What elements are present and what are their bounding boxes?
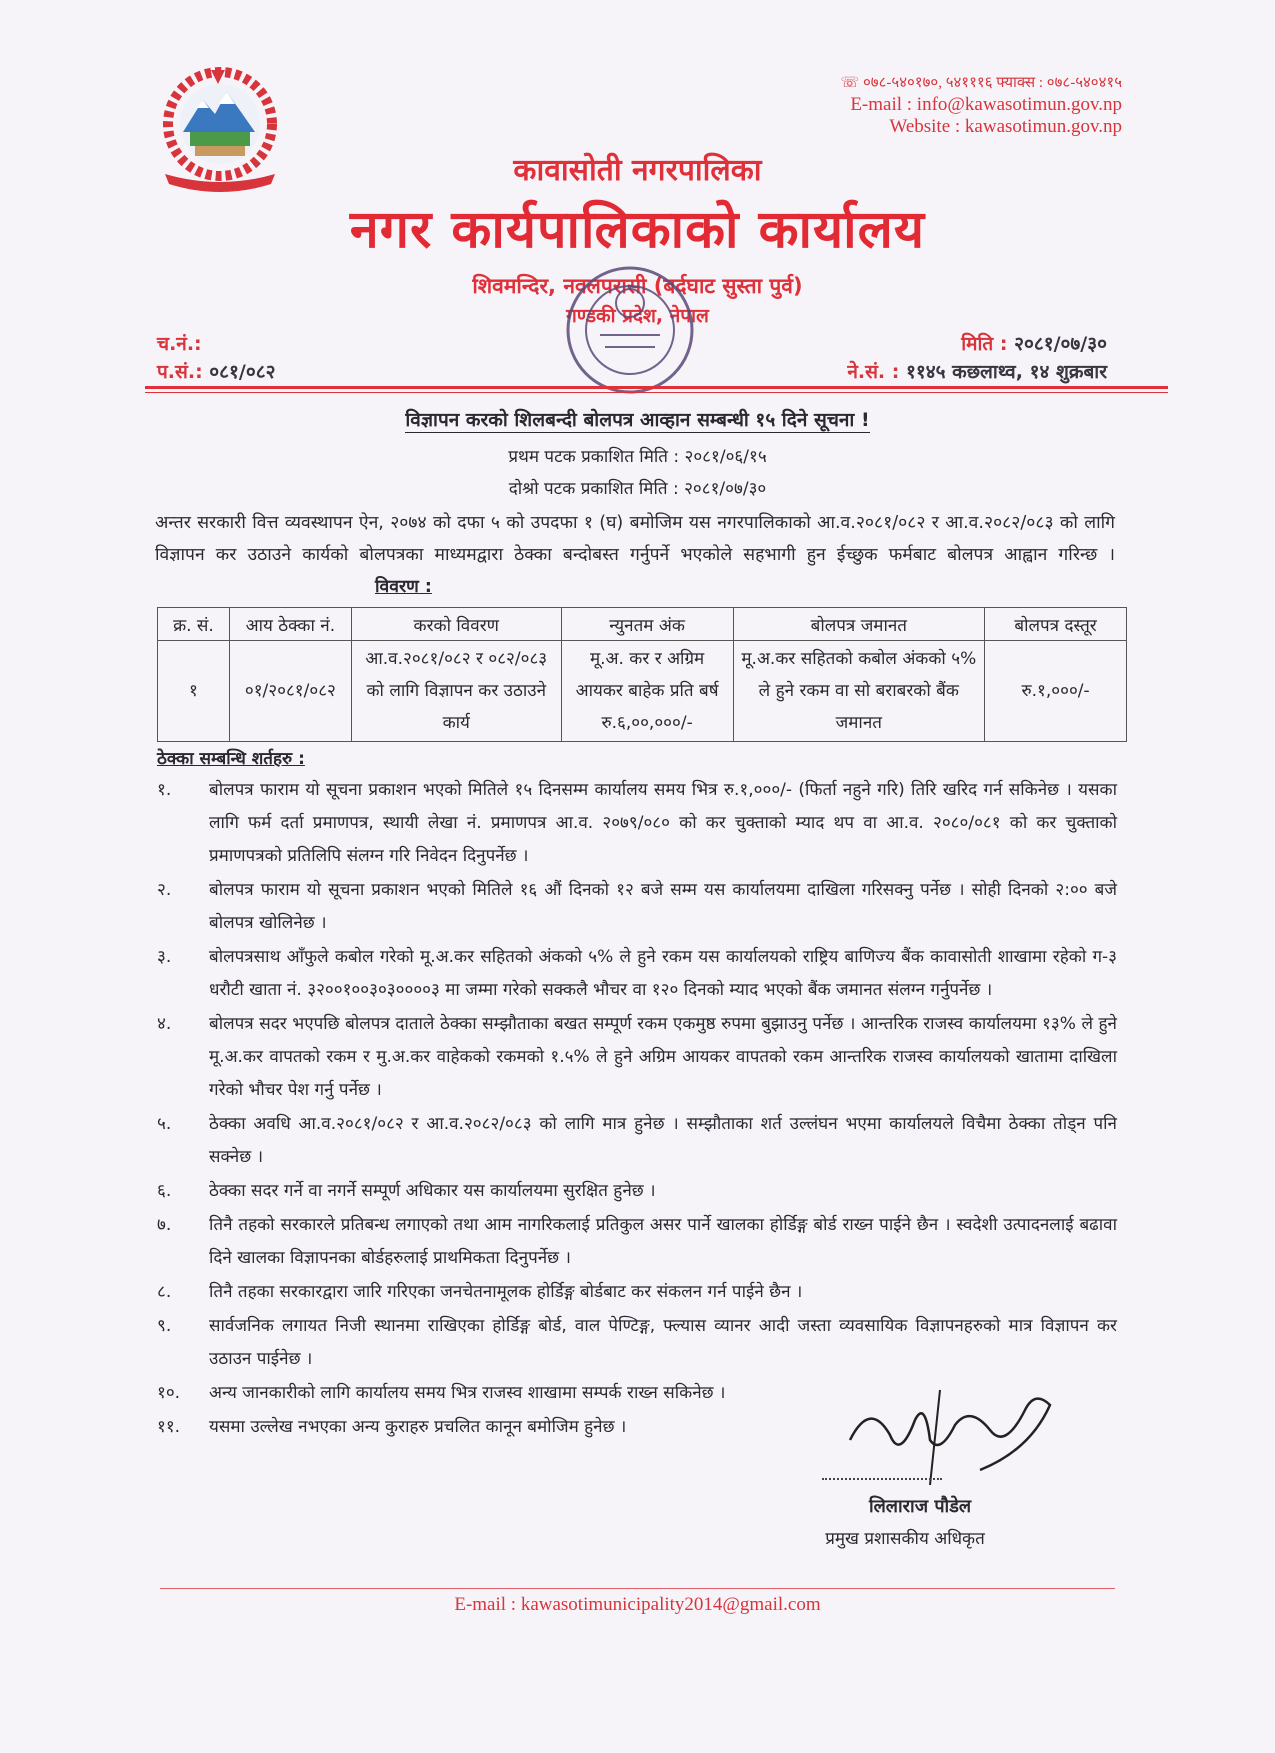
conditions-list <box>157 774 1117 1445</box>
condition-number: ४. <box>157 1014 172 1034</box>
condition-text: ठेक्का सदर गर्ने वा नगर्ने सम्पूर्ण अधिकार यस कार्यालयमा सुरक्षित हुनेछ । <box>209 1181 656 1201</box>
ps-label: प.सं.: <box>157 361 203 383</box>
website-line: Website : kawasotimun.gov.np <box>889 116 1122 137</box>
col-fee: बोलपत्र दस्तूर <box>985 608 1127 641</box>
col-sn: क्र. सं. <box>158 608 230 641</box>
cell-min-amount: मू.अ. कर र अग्रिम आयकर बाहेक प्रति बर्ष रु.६,००,०००/- <box>561 641 733 742</box>
footer-email: E-mail : kawasotimunicipality2014@gmail.com <box>454 1594 821 1615</box>
condition-number: ३. <box>157 947 172 967</box>
condition-number: ७. <box>157 1215 172 1235</box>
office-province: गण्डकी प्रदेश, नेपाल <box>566 305 709 327</box>
date-value: २०८१/०७/३० <box>1014 333 1107 355</box>
ns-value: ११४५ कछलाथ्व, १४ शुक्रबार <box>905 361 1107 383</box>
condition-text: बोलपत्र सदर भएपछि बोलपत्र दाताले ठेक्का सम्झौताका बखत सम्पूर्ण रकम एकमुष्ठ रुपमा बुझाउनु पर्नेछ । आन्तरिक राजस्व कार्यालयमा १३% ले हुने मू.अ.कर वापतको रकम र मु.अ.कर वाहेकको रकमको १.५% ले हुने अग्रिम आयकर वापतको रकम आन्तरिक राजस्व कार्यालयको खातामा दाखिला गरेको भौचर पेश गर्नु पर्नेछ । <box>209 1014 1117 1100</box>
condition-number: ११. <box>157 1417 181 1437</box>
col-min-amount: न्युनतम अंक <box>561 608 733 641</box>
published-first-date: प्रथम पटक प्रकाशित मिति : २०८१/०६/१५ <box>508 447 767 467</box>
cell-fee: रु.१,०००/- <box>985 641 1127 742</box>
office-name: नगर कार्यपालिकाको कार्यालय <box>349 200 926 260</box>
condition-item <box>157 1175 1117 1208</box>
contact-block <box>841 72 1123 138</box>
municipality-name: कावासोती नगरपालिका <box>513 153 762 188</box>
condition-text: बोलपत्र फाराम यो सूचना प्रकाशन भएको मितिले १६ औं दिनको १२ बजे सम्म यस कार्यालयमा दाखिला गरिसक्नु पर्नेछ । सोही दिनको २:०० बजे बोलपत्र खोलिनेछ । <box>209 880 1117 933</box>
cell-guarantee: मू.अ.कर सहितको कबोल अंकको ५% ले हुने रकम वा सो बराबरको बैंक जमानत <box>733 641 985 742</box>
condition-number: ५. <box>157 1114 172 1134</box>
header-rule-thin <box>145 392 1168 393</box>
ps-value: ०८१/०८२ <box>209 361 276 383</box>
office-stamp-icon <box>555 255 705 405</box>
condition-text: तिनै तहको सरकारले प्रतिबन्ध लगाएको तथा आम नागरिकलाई प्रतिकुल असर पार्ने खालका होर्डिङ्ग बोर्ड राख्न पाईने छैन । स्वदेशी उत्पादनलाई बढावा दिने खालका विज्ञापनका बोर्डहरुलाई प्राथमिकता दिनुपर्नेछ । <box>209 1215 1117 1268</box>
ns-label: ने.सं. : <box>847 361 900 383</box>
email-line: E-mail : info@kawasotimun.gov.np <box>850 94 1122 115</box>
condition-item <box>157 874 1117 940</box>
condition-text: तिनै तहका सरकारद्वारा जारि गरिएका जनचेतनामूलक होर्डिङ्ग बोर्डबाट कर संकलन गर्न पाईने छैन । <box>209 1282 803 1302</box>
condition-number: १०. <box>157 1383 181 1403</box>
cell-contract-no: ०१/२०८१/०८२ <box>229 641 351 742</box>
condition-item <box>157 774 1117 873</box>
signatory-title: प्रमुख प्रशासकीय अधिकृत <box>825 1529 985 1549</box>
header-rule-thick <box>145 386 1168 389</box>
details-label: विवरण : <box>375 577 432 597</box>
cell-sn: १ <box>158 641 230 742</box>
contract-table <box>157 607 1127 742</box>
condition-item <box>157 1310 1117 1376</box>
condition-text: बोलपत्रसाथ आँफुले कबोल गरेको मू.अ.कर सहितको अंकको ५% ले हुने रकम यस कार्यालयको राष्ट्रिय बाणिज्य बैंक कावासोती शाखामा रहेको ग-३ धरौटी खाता नं. ३२००१००३०३००००३ मा जम्मा गरेको सक्कलै भौचर वा १२० दिनको म्याद भएको बैंक जमानत संलग्न गर्नुपर्नेछ । <box>209 947 1117 1000</box>
published-second-date: दोश्रो पटक प्रकाशित मिति : २०८१/०७/३० <box>508 479 767 499</box>
office-address: शिवमन्दिर, नवलपरासी (बर्दघाट सुस्ता पुर्व) <box>472 274 803 298</box>
condition-text: अन्य जानकारीको लागि कार्यालय समय भित्र राजस्व शाखामा सम्पर्क राख्न सकिनेछ । <box>209 1383 726 1403</box>
signature-icon <box>830 1380 1070 1490</box>
condition-number: ९. <box>157 1316 172 1336</box>
signature-line <box>822 1478 942 1480</box>
condition-item <box>157 1276 1117 1309</box>
ref-label: च.नं.: <box>157 333 202 355</box>
intro-text: अन्तर सरकारी वित्त व्यवस्थापन ऐन, २०७४ को दफा ५ को उपदफा १ (घ) बमोजिम यस नगरपालिकाको आ.व.२०८१/०८२ र आ.व.२०८२/०८३ को लागि विज्ञापन कर उठाउने कार्यको बोलपत्रका माध्यमद्वारा ठेक्का बन्दोबस्त गर्नुपर्ने भएकोले सहभागी हुन ईच्छुक फर्मबाट बोलपत्र आह्वान गरिन्छ । <box>155 513 1115 565</box>
condition-item <box>157 1008 1117 1107</box>
condition-number: २. <box>157 880 172 900</box>
table-header-row <box>158 608 1127 641</box>
condition-item <box>157 1108 1117 1174</box>
notice-title <box>0 406 1275 432</box>
date-label: मिति : <box>961 333 1008 355</box>
condition-number: ६. <box>157 1181 172 1201</box>
condition-number: १. <box>157 780 172 800</box>
signatory-name: लिलाराज पौडेल <box>868 1496 972 1517</box>
condition-text: यसमा उल्लेख नभएका अन्य कुराहरु प्रचलित कानून बमोजिम हुनेछ । <box>209 1417 627 1437</box>
condition-item <box>157 1209 1117 1275</box>
notice-title-text: विज्ञापन करको शिलबन्दी बोलपत्र आव्हान सम्बन्धी १५ दिने सूचना ! <box>405 409 870 431</box>
phone-fax-line: ☏ ०७८-५४०१७०, ५४१११६ फ्याक्स : ०७८-५४०४१५ <box>840 75 1122 91</box>
col-tax-desc: करको विवरण <box>351 608 561 641</box>
col-guarantee: बोलपत्र जमानत <box>733 608 985 641</box>
conditions-heading: ठेक्का सम्बन्धि शर्तहरु : <box>157 749 305 769</box>
condition-number: ८. <box>157 1282 172 1302</box>
condition-text: ठेक्का अवधि आ.व.२०८१/०८२ र आ.व.२०८२/०८३ को लागि मात्र हुनेछ । सम्झौताका शर्त उल्लंघन भएमा कार्यालयले विचैमा ठेक्का तोड्न पनि सक्नेछ । <box>209 1114 1117 1167</box>
table-row <box>158 641 1127 742</box>
condition-text: बोलपत्र फाराम यो सूचना प्रकाशन भएको मितिले १५ दिनसम्म कार्यालय समय भित्र रु.१,०००/- (फिर्ता नहुने गरि) तिरि खरिद गर्न सकिनेछ । यसका लागि फर्म दर्ता प्रमाणपत्र, स्थायी लेखा नं. प्रमाणपत्र आ.व. २०७९/०८० को कर चुक्ताको म्याद थप वा आ.व. २०८०/०८१ को कर चुक्ताको प्रमाणपत्रको प्रतिलिपि संलग्न गरि निवेदन दिनुपर्नेछ । <box>209 780 1117 866</box>
col-contract-no: आय ठेक्का नं. <box>229 608 351 641</box>
condition-text: सार्वजनिक लगायत निजी स्थानमा राखिएका होर्डिङ्ग बोर्ड, वाल पेण्टिङ्ग, फ्ल्यास व्यानर आदी जस्ता व्यवसायिक विज्ञापनहरुको मात्र विज्ञापन कर उठाउन पाईनेछ । <box>209 1316 1117 1369</box>
condition-item <box>157 941 1117 1007</box>
cell-tax-desc: आ.व.२०८१/०८२ र ०८२/०८३ को लागि विज्ञापन कर उठाउने कार्य <box>351 641 561 742</box>
intro-paragraph <box>155 507 1115 603</box>
reference-block <box>157 330 276 386</box>
date-block <box>847 330 1107 386</box>
footer-rule <box>160 1588 1115 1589</box>
